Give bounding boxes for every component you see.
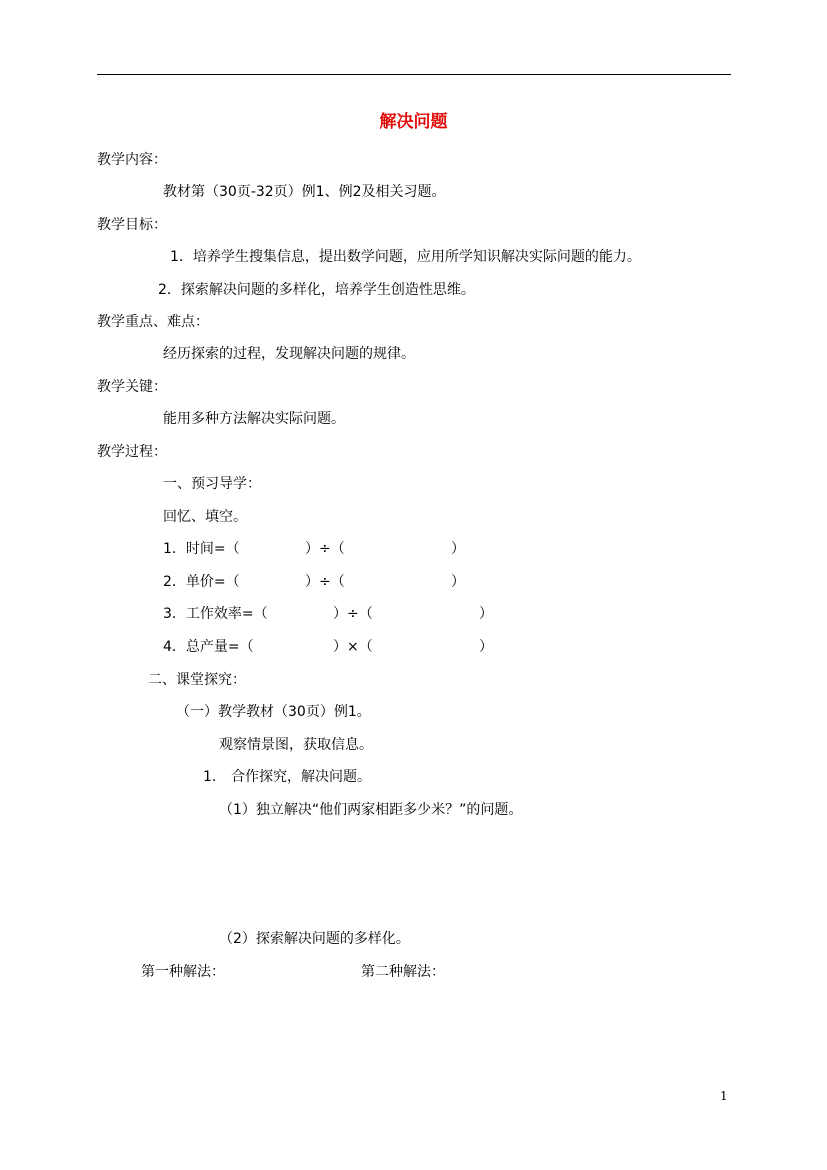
fill-label: 3．工作效率=（: [163, 606, 268, 622]
process-heading: 教学过程：: [97, 444, 167, 460]
method-2-label: 第二种解法：: [361, 964, 445, 980]
crux-text: 能用多种方法解决实际问题。: [163, 411, 345, 427]
page-number: 1: [720, 1089, 728, 1103]
question-2: （2）探索解决问题的多样化。: [219, 931, 410, 947]
goals-heading: 教学目标：: [97, 217, 167, 233]
key-text: 经历探索的过程，发现解决问题的规律。: [163, 346, 415, 362]
fill-operator: ）÷（: [305, 574, 345, 590]
fill-operator: ）÷（: [333, 606, 373, 622]
fill-close: ）: [451, 541, 465, 557]
fill-close: ）: [479, 606, 493, 622]
header-rule: [97, 74, 731, 75]
goal-1: 1．培养学生搜集信息，提出数学问题，应用所学知识解决实际问题的能力。: [170, 249, 641, 265]
observe-text: 观察情景图，获取信息。: [219, 737, 373, 753]
content-text: 教材第（30页-32页）例1、例2及相关习题。: [163, 184, 446, 200]
fill-label: 1．时间=（: [163, 541, 240, 557]
question-1: （1）独立解决“他们两家相距多少米？”的问题。: [219, 802, 523, 818]
method-1-label: 第一种解法：: [141, 964, 225, 980]
fill-operator: ）×（: [333, 639, 373, 655]
fill-label: 4．总产量=（: [163, 639, 254, 655]
fill-close: ）: [451, 574, 465, 590]
preview-heading: 一、预习导学：: [163, 476, 261, 492]
crux-heading: 教学关键：: [97, 379, 167, 395]
coop-number: 1.: [203, 769, 217, 785]
recall-text: 回忆、填空。: [163, 509, 247, 525]
explore-heading: 二、课堂探究：: [148, 672, 246, 688]
page-title: 解决问题: [379, 112, 448, 132]
fill-operator: ）÷（: [305, 541, 345, 557]
fill-label: 2．单价=（: [163, 574, 240, 590]
content-heading: 教学内容：: [97, 152, 167, 168]
coop-text: 合作探究，解决问题。: [231, 769, 371, 785]
key-heading: 教学重点、难点：: [97, 314, 209, 330]
example-1: （一）教学教材（30页）例1。: [176, 704, 371, 720]
goal-2: 2．探索解决问题的多样化，培养学生创造性思维。: [158, 282, 475, 298]
fill-close: ）: [479, 639, 493, 655]
